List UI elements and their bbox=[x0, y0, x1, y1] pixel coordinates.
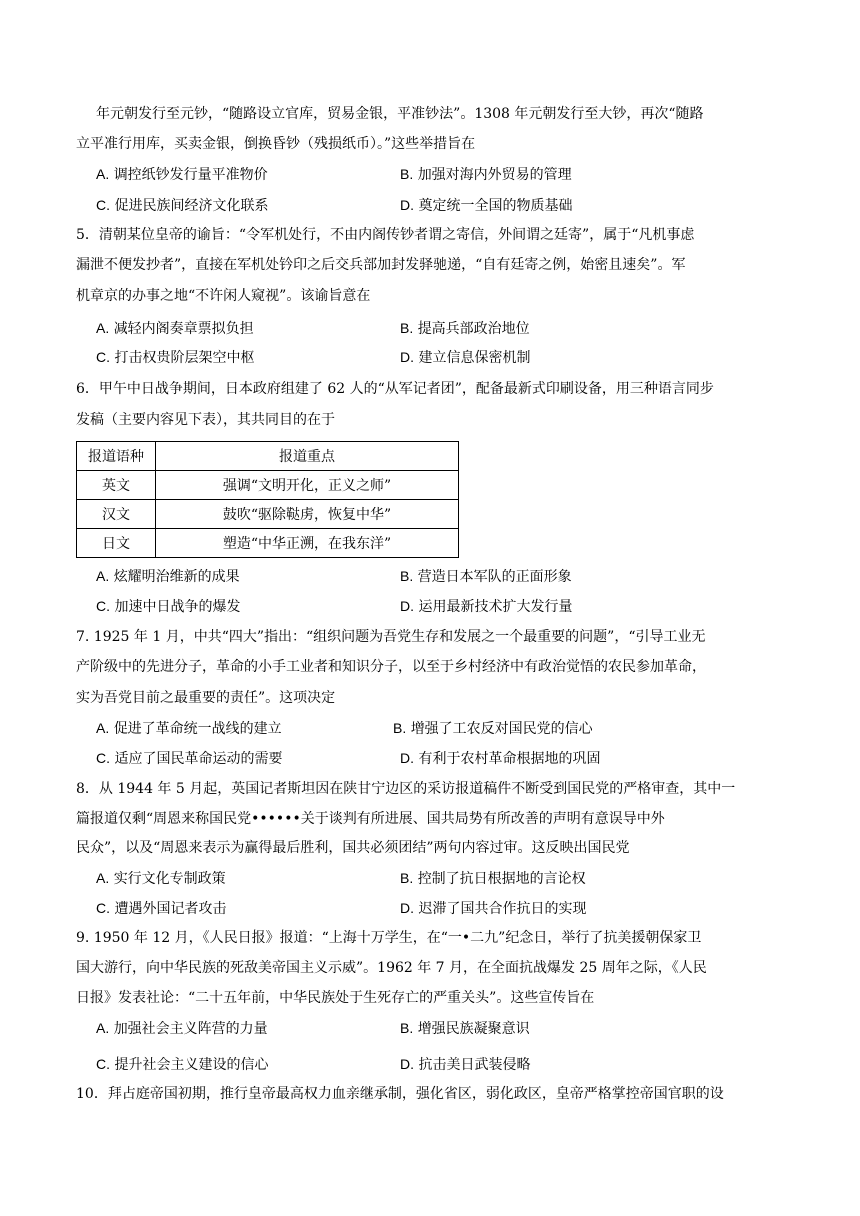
table-row bbox=[77, 500, 459, 529]
q4-line-1: 年元朝发行至元钞，“随路设立官库，贸易金银，平准钞法”。1308 年元朝发行至大钞，再次“随路 bbox=[96, 106, 704, 122]
table-cell: 塑造“中华正溯，在我东洋” bbox=[156, 529, 459, 558]
table-row bbox=[77, 471, 459, 500]
q8-line-2: 篇报道仅剩“周恩来称国民党••••••关于谈判有所进展、国共局势有所改善的声明有意误导中外 bbox=[76, 811, 665, 827]
q9-line-1: 9. 1950 年 12 月，《人民日报》报道：“上海十万学生，在“一•二九”纪念日，举行了抗美援朝保家卫 bbox=[76, 930, 702, 946]
table-row bbox=[77, 529, 459, 558]
q7-option-c: C. 适应了国民革命运动的需要 bbox=[96, 750, 283, 767]
table-cell: 鼓吹“驱除鞑虏，恢复中华” bbox=[156, 500, 459, 529]
table-header-cell: 报道语种 bbox=[77, 442, 156, 471]
q5-line-2: 漏泄不便发抄者”，直接在军机处钤印之后交兵部加封发驿驰递，“自有廷寄之例，始密且速矣”。军 bbox=[76, 257, 686, 273]
q4-option-d: D. 奠定统一全国的物质基础 bbox=[400, 197, 573, 214]
q5-line-3: 机章京的办事之地“不许闲人窥视”。该谕旨意在 bbox=[76, 288, 371, 304]
q5-option-a: A. 减轻内阁奏章票拟负担 bbox=[96, 320, 254, 337]
q6-line-2: 发稿（主要内容见下表），其共同目的在于 bbox=[76, 412, 335, 428]
report-table bbox=[76, 441, 459, 558]
q6-option-a: A. 炫耀明治维新的成果 bbox=[96, 568, 240, 585]
q6-option-b: B. 营造日本军队的正面形象 bbox=[400, 568, 572, 585]
q7-line-1: 7. 1925 年 1 月，中共“四大”指出：“组织问题为吾党生存和发展之一个最重要的问题”，“引导工业无 bbox=[76, 629, 706, 645]
q9-option-c: C. 提升社会主义建设的信心 bbox=[96, 1056, 269, 1073]
q8-option-a: A. 实行文化专制政策 bbox=[96, 870, 226, 887]
q8-option-d: D. 迟滞了国共合作抗日的实现 bbox=[400, 900, 587, 917]
q6-option-c: C. 加速中日战争的爆发 bbox=[96, 598, 241, 615]
q9-line-3: 日报》发表社论：“二十五年前，中华民族处于生死存亡的严重关头”。这些宣传旨在 bbox=[76, 990, 595, 1006]
table-cell: 强调“文明开化，正义之师” bbox=[156, 471, 459, 500]
q5-option-c: C. 打击权贵阶层架空中枢 bbox=[96, 349, 255, 366]
table-header-row bbox=[77, 442, 459, 471]
q9-option-b: B. 增强民族凝聚意识 bbox=[400, 1020, 530, 1037]
q4-option-a: A. 调控纸钞发行量平准物价 bbox=[96, 166, 268, 183]
q5-option-b: B. 提高兵部政治地位 bbox=[400, 320, 530, 337]
q8-option-c: C. 遭遇外国记者攻击 bbox=[96, 900, 227, 917]
q6-option-d: D. 运用最新技术扩大发行量 bbox=[400, 598, 573, 615]
q7-option-a: A. 促进了革命统一战线的建立 bbox=[96, 720, 282, 737]
q4-line-2: 立平准行用库，买卖金银，倒换昏钞（残损纸币）。”这些举措旨在 bbox=[76, 136, 476, 152]
q4-option-b: B. 加强对海内外贸易的管理 bbox=[400, 166, 572, 183]
q10-line-1: 10．拜占庭帝国初期，推行皇帝最高权力血亲继承制，强化省区，弱化政区，皇帝严格掌控帝国官职的设 bbox=[76, 1086, 724, 1102]
table-cell: 汉文 bbox=[77, 500, 156, 529]
q7-line-3: 实为吾党目前之最重要的责任”。这项决定 bbox=[76, 690, 336, 706]
q9-option-d: D. 抗击美日武装侵略 bbox=[400, 1056, 531, 1073]
table-cell: 英文 bbox=[77, 471, 156, 500]
q6-line-1: 6．甲午中日战争期间，日本政府组建了 62 人的“从军记者团”，配备最新式印刷设备，用三种语言同步 bbox=[76, 381, 714, 397]
q7-option-b: B. 增强了工农反对国民党的信心 bbox=[393, 720, 593, 737]
q7-option-d: D. 有利于农村革命根据地的巩固 bbox=[400, 750, 601, 767]
table-header-cell: 报道重点 bbox=[156, 442, 459, 471]
q8-option-b: B. 控制了抗日根据地的言论权 bbox=[400, 870, 586, 887]
table-cell: 日文 bbox=[77, 529, 156, 558]
q9-option-a: A. 加强社会主义阵营的力量 bbox=[96, 1020, 268, 1037]
q8-line-3: 民众”，以及“周恩来表示为赢得最后胜利，国共必须团结”两句内容过审。这反映出国民党 bbox=[76, 840, 630, 856]
q8-line-1: 8．从 1944 年 5 月起，英国记者斯坦因在陕甘宁边区的采访报道稿件不断受到国民党的严格审查，其中一 bbox=[76, 781, 736, 797]
q5-option-d: D. 建立信息保密机制 bbox=[400, 349, 531, 366]
q4-option-c: C. 促进民族间经济文化联系 bbox=[96, 197, 269, 214]
q9-line-2: 国大游行，向中华民族的死敌美帝国主义示威”。1962 年 7 月，在全面抗战爆发 25 周年之际，《人民 bbox=[76, 960, 707, 976]
q5-line-1: 5．清朝某位皇帝的谕旨：“令军机处行，不由内阁传钞者谓之寄信，外间谓之廷寄”，属于“凡机事虑 bbox=[76, 227, 695, 243]
q7-line-2: 产阶级中的先进分子，革命的小手工业者和知识分子，以至于乡村经济中有政治觉悟的农民参加革命， bbox=[76, 659, 706, 675]
